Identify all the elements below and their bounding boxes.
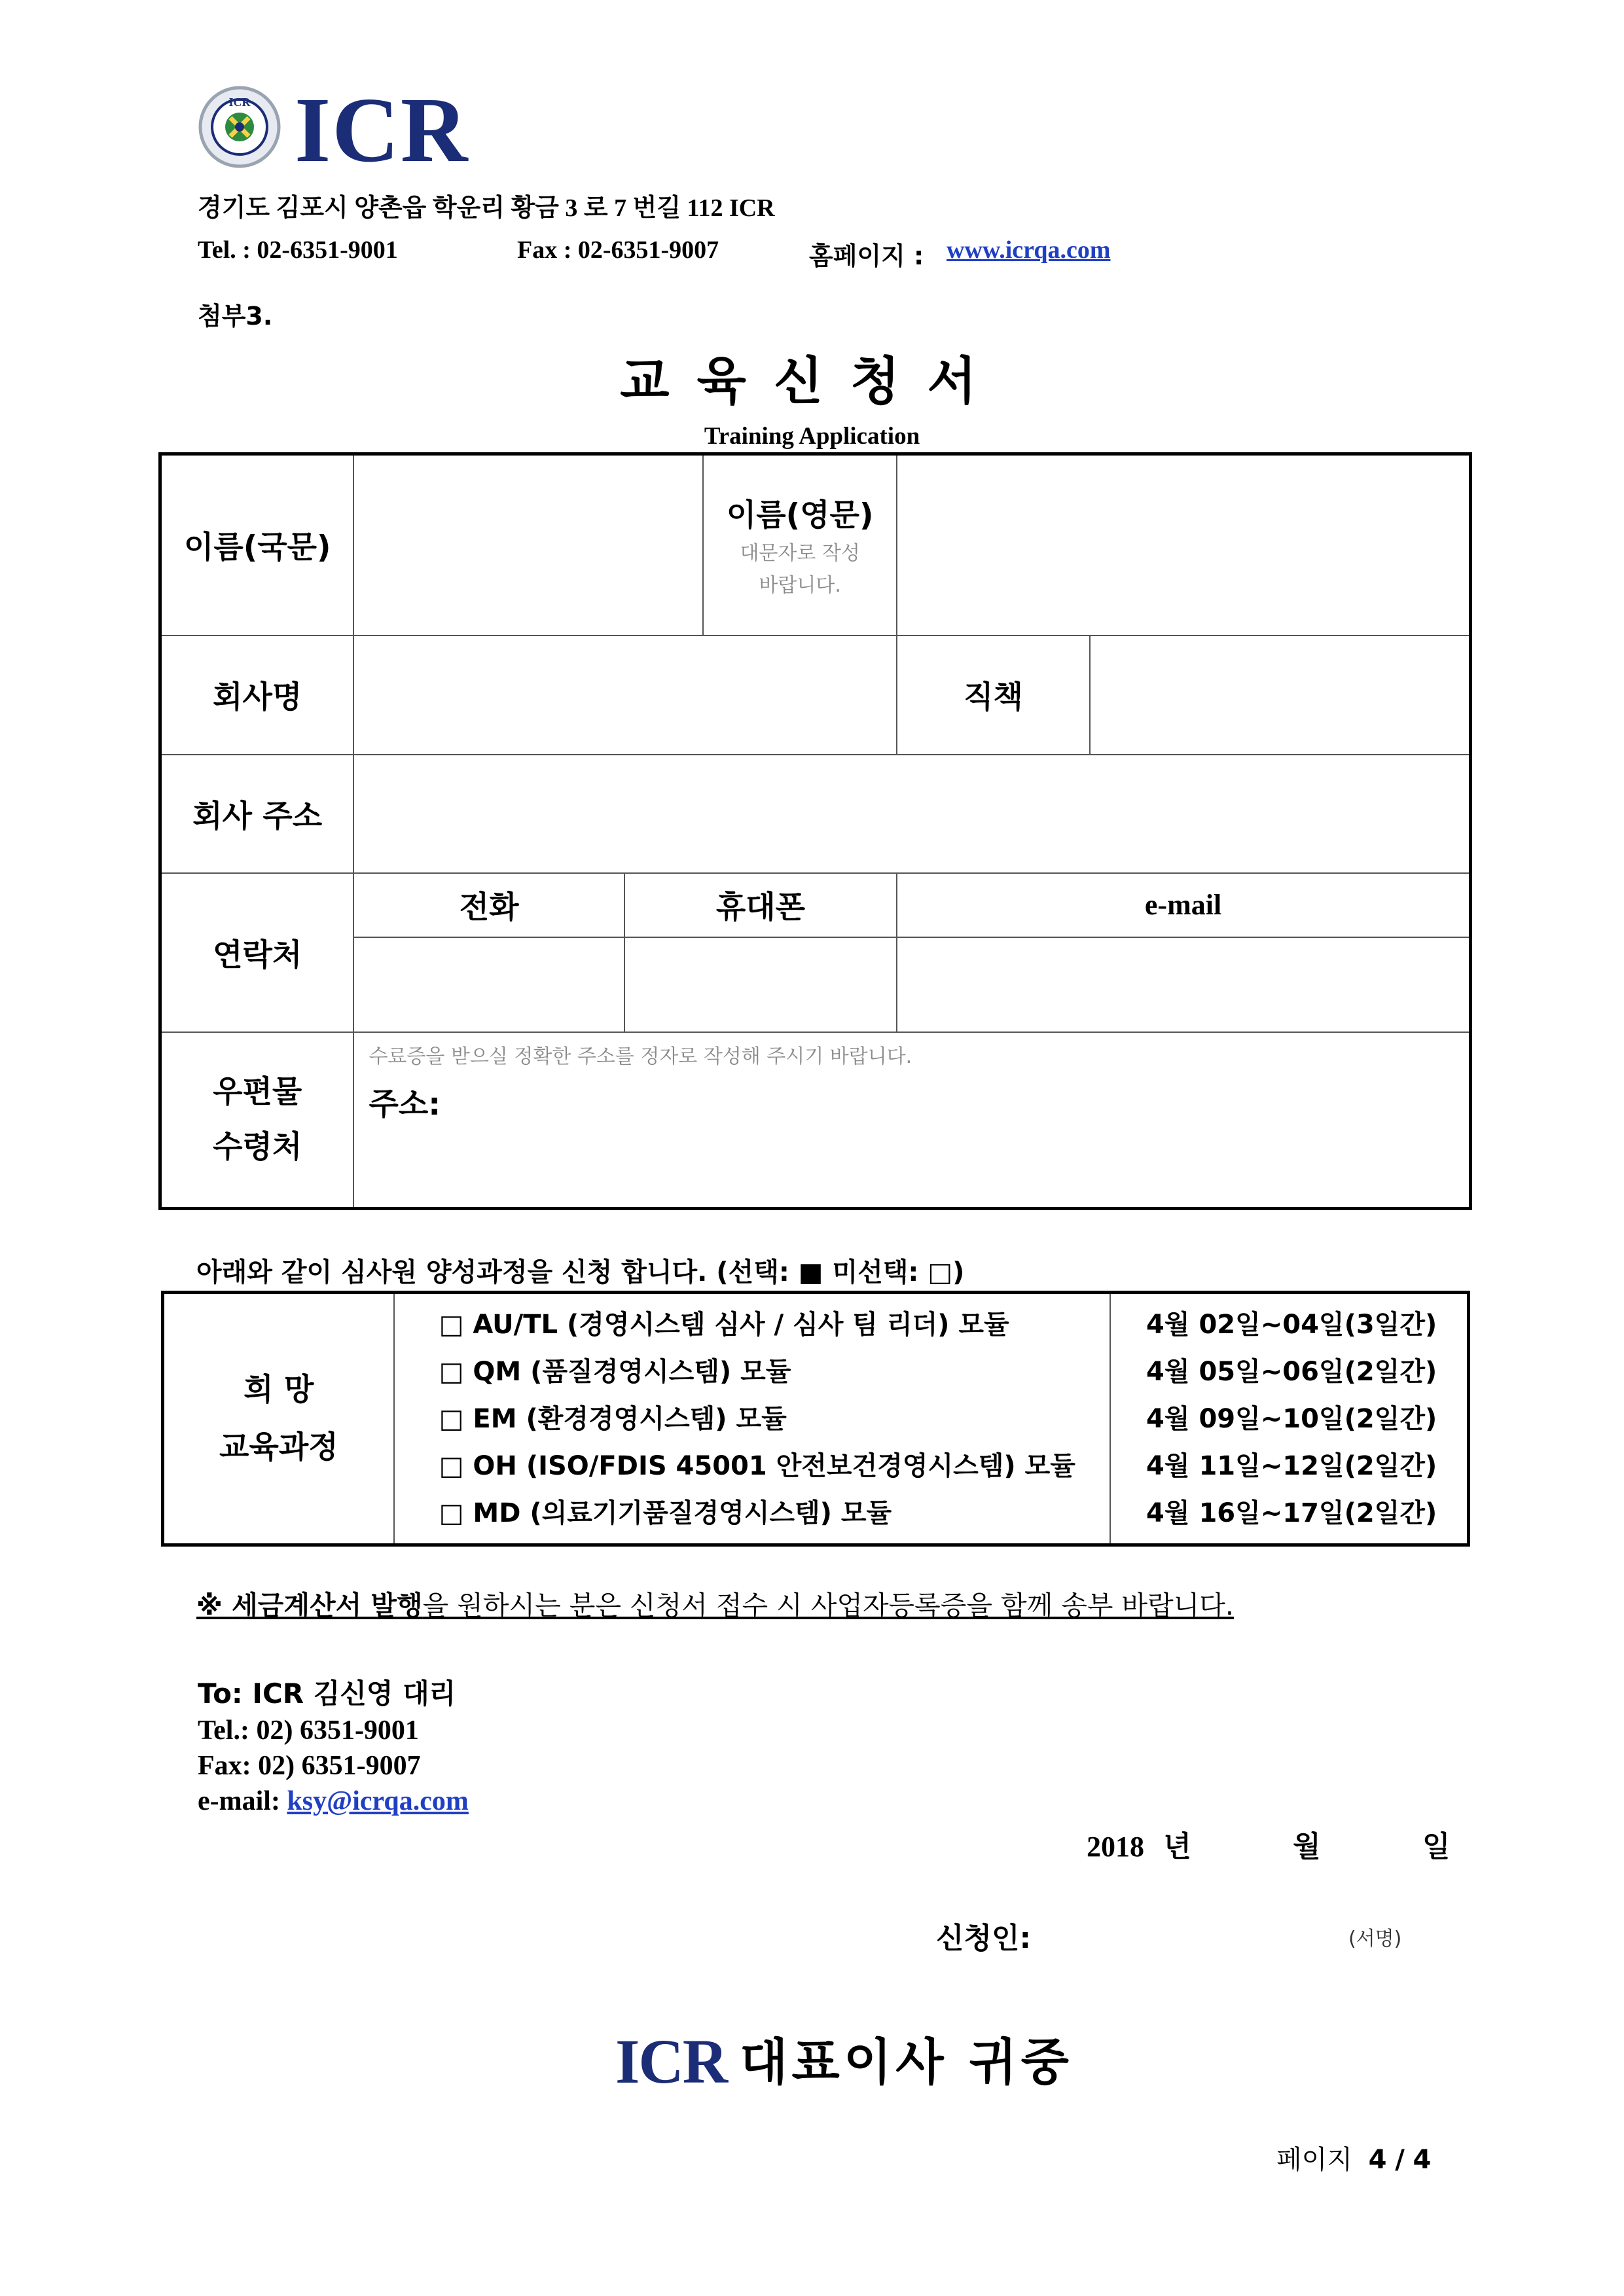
contact-email-link[interactable]: ksy@icrqa.com: [287, 1786, 469, 1816]
course-item-au-tl[interactable]: □ AU/TL (경영시스템 심사 / 심사 팀 리더) 모듈: [439, 1309, 1009, 1340]
date-month-unit: 월: [1293, 1830, 1321, 1863]
name-en-field[interactable]: [897, 454, 1470, 636]
date-year-unit: 년: [1163, 1830, 1191, 1863]
course-label-1: 희 망: [244, 1371, 314, 1408]
icr-logo: [196, 78, 469, 181]
svg-text:ICR: ICR: [228, 96, 251, 109]
name-kr-field[interactable]: [353, 454, 703, 636]
tax-note-rest: 을 원하시는 분은 신청서 접수 시 사업자등록증을 함께 송부 바랍니다.: [422, 1590, 1234, 1621]
course-label-cell: [163, 1293, 394, 1545]
page-number: [1276, 2139, 1431, 2176]
mail-address-hint: 수료증을 받으실 정확한 주소를 정자로 작성해 주시기 바랍니다.: [369, 1045, 912, 1068]
course-item-em[interactable]: □ EM (환경경영시스템) 모듈: [439, 1403, 787, 1434]
name-en-label-cell: [703, 454, 897, 636]
course-item-oh[interactable]: □ OH (ISO/FDIS 45001 안전보건경영시스템) 모듈: [439, 1450, 1075, 1481]
course-date-oh: 4월 11일~12일(2일간): [1146, 1450, 1437, 1481]
name-kr-label: 이름(국문): [160, 454, 354, 636]
course-date-em: 4월 09일~10일(2일간): [1146, 1403, 1437, 1434]
name-en-hint-1: 대문자로 작성: [740, 542, 860, 565]
signature-label[interactable]: (서명): [1348, 1928, 1402, 1950]
application-form: [158, 452, 1472, 1210]
date-day-unit: 일: [1422, 1830, 1451, 1863]
contact-fax: Fax: 02) 6351-9007: [198, 1751, 421, 1781]
phone-field[interactable]: [353, 937, 624, 1032]
course-date-au-tl: 4월 02일~04일(3일간): [1146, 1309, 1437, 1340]
course-item-md[interactable]: □ MD (의료기기품질경영시스템) 모듈: [439, 1498, 892, 1528]
position-label: 직책: [897, 636, 1090, 755]
course-date-md: 4월 16일~17일(2일간): [1146, 1498, 1437, 1528]
mobile-label: 휴대폰: [624, 873, 897, 937]
phone-label: 전화: [353, 873, 624, 937]
tax-note-prefix: ※: [196, 1590, 232, 1621]
page-title: 교육신청서: [620, 352, 1004, 411]
page-label: 페이지: [1276, 2145, 1352, 2175]
page-total: 4: [1413, 2145, 1432, 2175]
mobile-field[interactable]: [624, 937, 897, 1032]
contact-email-line: [198, 1785, 469, 1817]
email-label: e-mail: [897, 873, 1470, 937]
icr-seal-icon: [196, 84, 288, 169]
footer-addressee: 대표이사 귀중: [740, 2033, 1073, 2091]
name-en-label: 이름(영문): [726, 497, 874, 534]
page-sep: /: [1395, 2145, 1405, 2175]
tax-note-bold: 세금계산서 발행: [232, 1590, 423, 1621]
contact-to: To: ICR 김신영 대리: [198, 1677, 456, 1710]
email-field[interactable]: [897, 937, 1470, 1032]
page-subtitle: Training Application: [704, 423, 920, 450]
footer-logo: ICR: [615, 2026, 727, 2096]
selection-note: 아래와 같이 심사원 양성과정을 신청 합니다. (선택: ■ 미선택: □): [196, 1257, 965, 1287]
course-list: [394, 1293, 1110, 1545]
mail-address-field[interactable]: [353, 1032, 1470, 1209]
name-en-hint-2: 바랍니다.: [759, 574, 841, 598]
applicant-label: 신청인:: [936, 1922, 1032, 1955]
date-year: 2018: [1087, 1831, 1144, 1863]
homepage-link[interactable]: www.icrqa.com: [947, 236, 1111, 264]
course-date-qm: 4월 05일~06일(2일간): [1146, 1356, 1437, 1387]
contact-email-label: e-mail:: [198, 1786, 287, 1816]
mail-recipient-label-1: 우편물: [213, 1073, 302, 1110]
company-address-label: 회사 주소: [160, 755, 354, 873]
header-fax: Fax : 02-6351-9007: [517, 236, 719, 264]
company-label: 회사명: [160, 636, 354, 755]
company-address-field[interactable]: [353, 755, 1470, 873]
company-field[interactable]: [353, 636, 897, 755]
attachment-label: 첨부3.: [198, 302, 273, 331]
company-address: 경기도 김포시 양촌읍 학운리 황금 3 로 7 번길 112 ICR: [198, 194, 775, 222]
course-label-2: 교육과정: [219, 1429, 338, 1465]
logo-text: ICR: [295, 78, 469, 181]
course-dates: [1110, 1293, 1468, 1545]
mail-address-label: 주소:: [369, 1086, 441, 1122]
tax-invoice-note: [196, 1584, 1234, 1623]
contact-tel: Tel.: 02) 6351-9001: [198, 1715, 419, 1746]
course-item-qm[interactable]: □ QM (품질경영시스템) 모듈: [439, 1356, 791, 1387]
course-table: [161, 1291, 1470, 1547]
mail-recipient-label-cell: [160, 1032, 354, 1209]
position-field[interactable]: [1090, 636, 1470, 755]
header-tel: Tel. : 02-6351-9001: [198, 236, 398, 264]
application-date: [1087, 1823, 1451, 1865]
contact-label: 연락처: [160, 873, 354, 1032]
mail-recipient-label-2: 수령처: [213, 1128, 302, 1165]
homepage-label: 홈페이지 :: [809, 242, 924, 270]
page-current: 4: [1368, 2145, 1387, 2175]
